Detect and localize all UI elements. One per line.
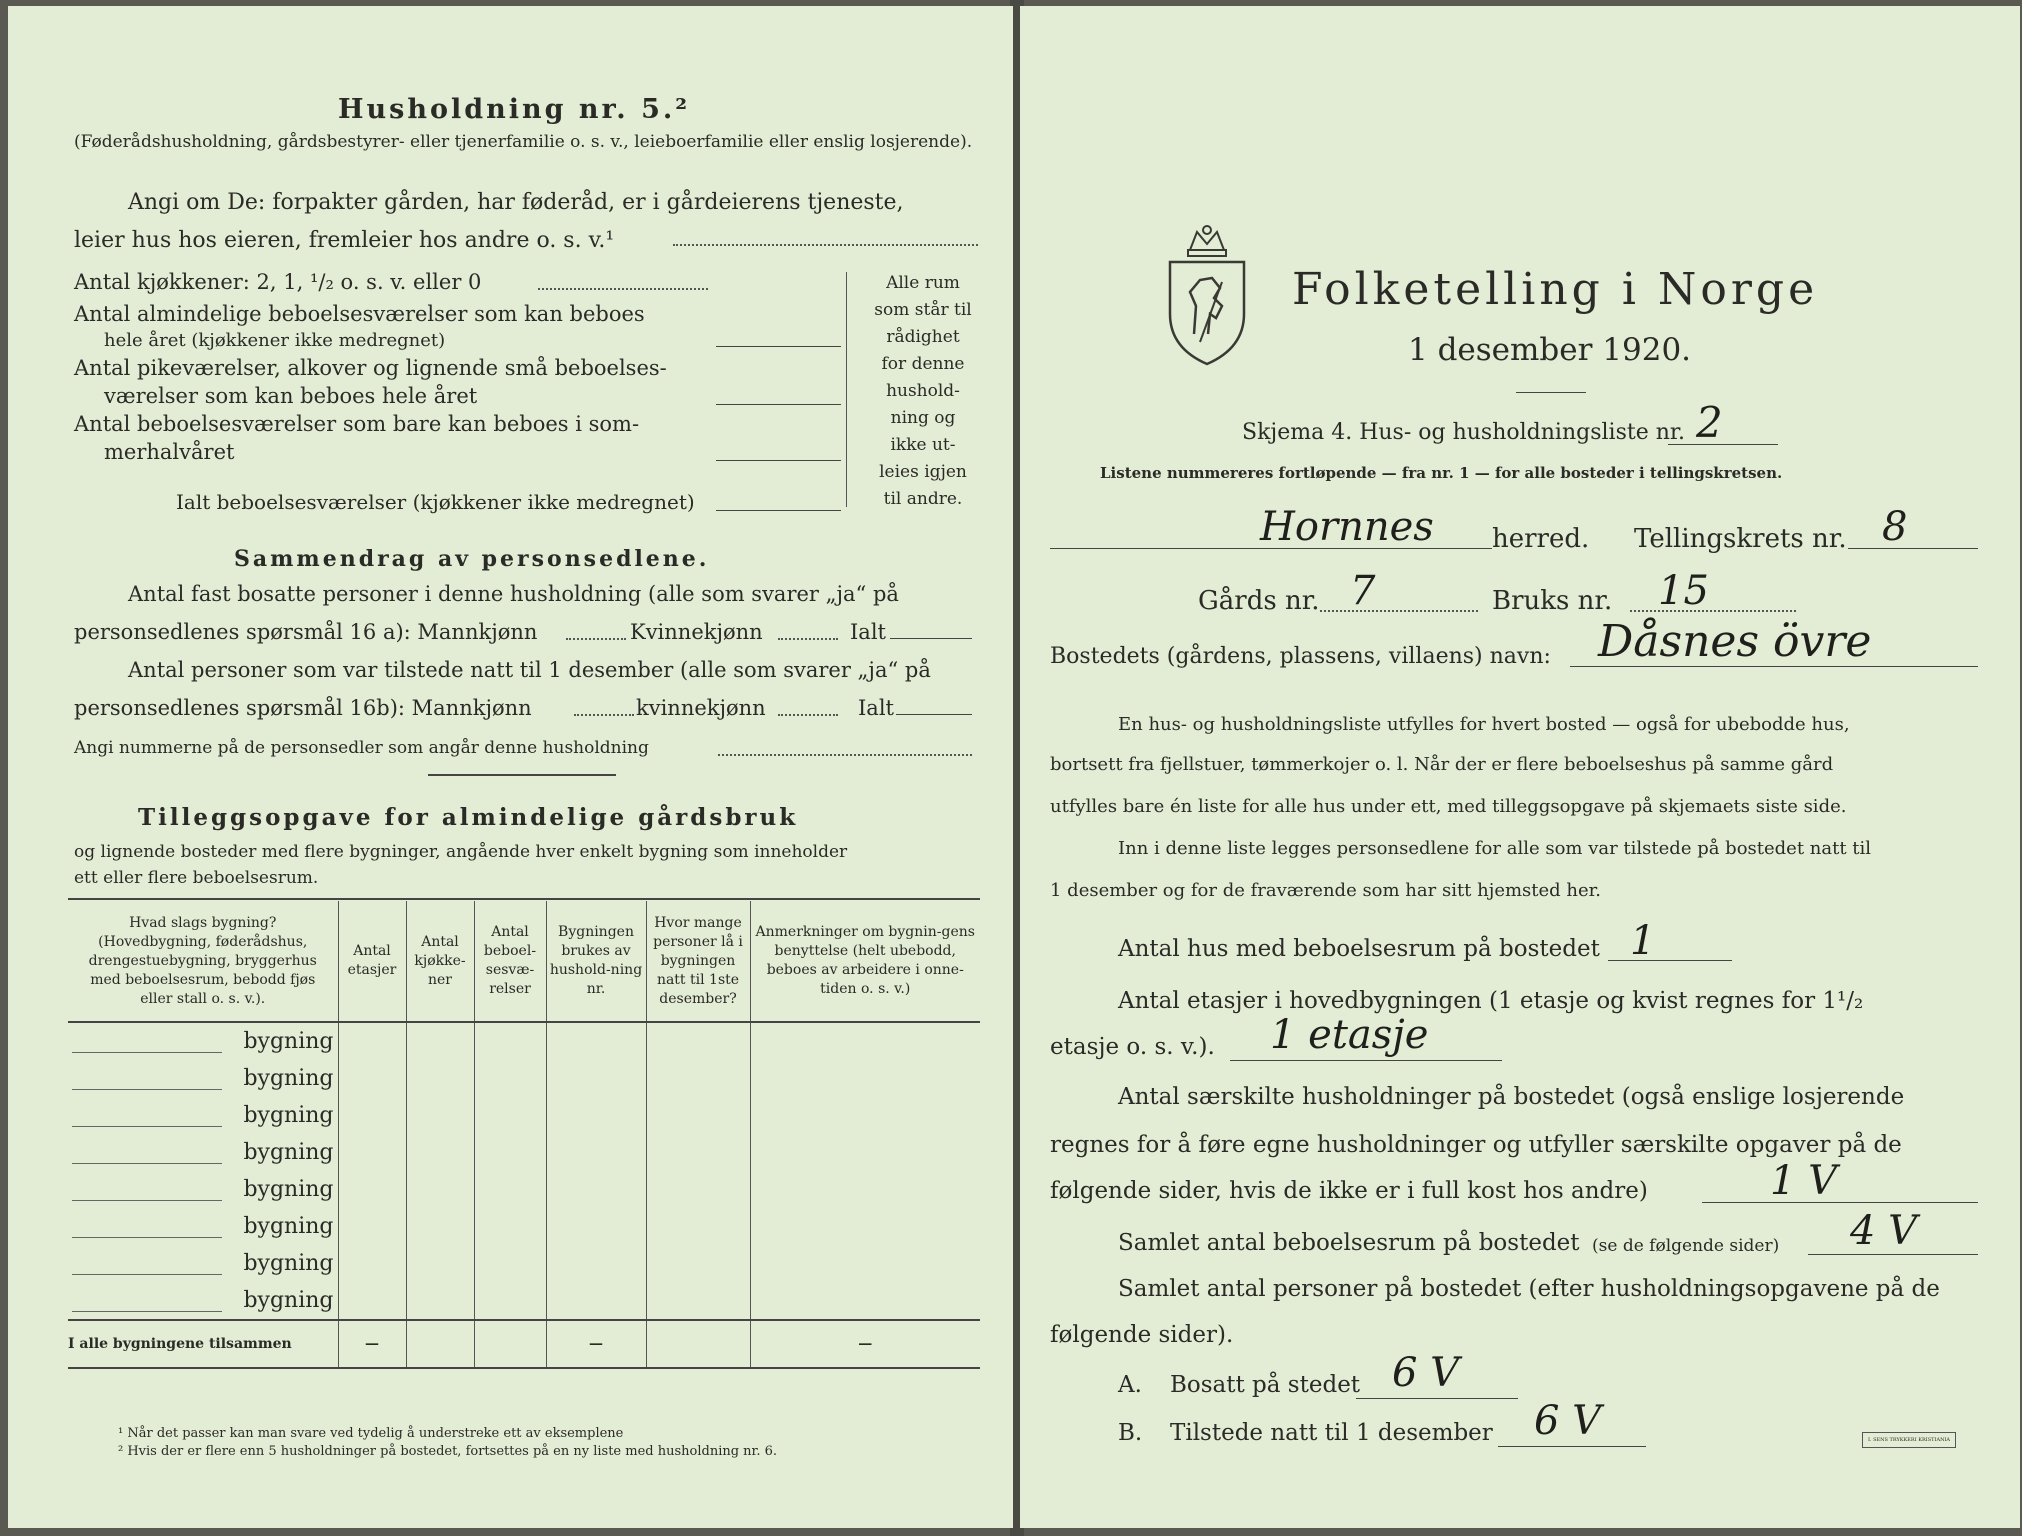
- right-page: [1020, 6, 2020, 1528]
- bruks-label: Bruks nr.: [1492, 586, 1613, 616]
- building-row-cell[interactable]: [474, 1208, 546, 1245]
- rooms-year-label-1: Antal almindelige beboelsesværelser som kan beboes: [74, 302, 645, 326]
- herred-label: herred.: [1492, 524, 1590, 554]
- building-row-cell[interactable]: [646, 1171, 750, 1208]
- building-row-cell[interactable]: [338, 1134, 406, 1171]
- total-row-label: I alle bygningene tilsammen: [68, 1320, 338, 1368]
- building-row-cell[interactable]: [338, 1097, 406, 1134]
- building-row-label[interactable]: bygning: [68, 1171, 338, 1208]
- tillegg-sub-2: ett eller flere beboelsesrum.: [74, 868, 319, 888]
- building-row-cell[interactable]: [546, 1282, 646, 1320]
- building-row-label[interactable]: bygning: [68, 1282, 338, 1320]
- instruction-5: 1 desember og for de fraværende som har sitt hjemsted her.: [1050, 880, 1601, 901]
- summer-rooms-field[interactable]: [716, 460, 841, 461]
- building-row-cell[interactable]: [646, 1060, 750, 1097]
- building-row-label[interactable]: bygning: [68, 1245, 338, 1282]
- building-row-cell[interactable]: [750, 1208, 980, 1245]
- summary-heading: Sammendrag av personsedlene.: [234, 546, 710, 572]
- building-row-cell[interactable]: [338, 1282, 406, 1320]
- q-households-line-1: Antal særskilte husholdninger på bostedet (også enslige losjerende: [1118, 1084, 1905, 1110]
- col-header-floors: Antal etasjer: [338, 901, 406, 1022]
- building-row-cell[interactable]: [750, 1171, 980, 1208]
- building-row-cell[interactable]: [474, 1097, 546, 1134]
- bosted-value: Dåsnes övre: [1598, 616, 1872, 667]
- summary-2-male-field[interactable]: [574, 714, 634, 716]
- q-floors-value: 1 etasje: [1270, 1012, 1429, 1058]
- building-row-cell[interactable]: [474, 1245, 546, 1282]
- b-text: Tilstede natt til 1 desember: [1170, 1420, 1493, 1446]
- schema-note: Listene nummereres fortløpende — fra nr. 1 — for alle bosteder i tellingskretsen.: [1100, 464, 1783, 482]
- summary-2-female-field[interactable]: [778, 714, 838, 716]
- building-row: [68, 1060, 980, 1097]
- summary-1b-mid: Kvinnekjønn: [630, 620, 763, 644]
- herred-value: Hornnes: [1260, 504, 1434, 550]
- building-row-cell[interactable]: [474, 1171, 546, 1208]
- building-row-cell[interactable]: [546, 1245, 646, 1282]
- footnote-2: ² Hvis der er flere enn 5 husholdninger på bostedet, fortsettes på en ny liste med husholdning nr. 6.: [118, 1444, 778, 1459]
- q-rooms-label: Samlet antal beboelsesrum på bostedet: [1118, 1230, 1580, 1256]
- summary-1b-end: Ialt: [850, 620, 886, 644]
- building-row-cell[interactable]: [406, 1022, 474, 1060]
- total-kitchens[interactable]: [406, 1320, 474, 1368]
- q-houses-field-line[interactable]: [1608, 960, 1732, 961]
- q-floors-line-2: etasje o. s. v.).: [1050, 1034, 1215, 1060]
- building-table: [68, 901, 980, 1369]
- building-row-label[interactable]: bygning: [68, 1208, 338, 1245]
- building-row-cell[interactable]: [406, 1208, 474, 1245]
- summer-rooms-label-2: merhalvåret: [104, 440, 235, 464]
- a-field-line[interactable]: [1356, 1398, 1518, 1399]
- summary-1-female-field[interactable]: [778, 638, 838, 640]
- building-row-cell[interactable]: [646, 1134, 750, 1171]
- a-value: 6 V: [1392, 1350, 1460, 1396]
- q-households-line-3: følgende sider, hvis de ikke er i full kost hos andre): [1050, 1178, 1648, 1204]
- angi-answer-line[interactable]: [673, 244, 978, 246]
- building-row-cell[interactable]: [646, 1245, 750, 1282]
- rooms-brace: [846, 272, 849, 507]
- table-total-row: [68, 1320, 980, 1368]
- q-floors-line-1: Antal etasjer i hovedbygningen (1 etasje og kvist regnes for 1¹/₂: [1118, 988, 1864, 1014]
- b-field-line[interactable]: [1498, 1446, 1646, 1447]
- q-houses-label: Antal hus med beboelsesrum på bostedet: [1118, 936, 1600, 962]
- main-title: Folketelling i Norge: [1292, 264, 1819, 315]
- building-row-cell[interactable]: [338, 1245, 406, 1282]
- col-header-household: Bygningen brukes av hushold-ning nr.: [546, 901, 646, 1022]
- angi-line-2: leier hus hos eieren, fremleier hos andre o. s. v.¹: [74, 228, 615, 253]
- household-title: Husholdning nr. 5.²: [338, 94, 691, 125]
- building-row-cell[interactable]: [474, 1060, 546, 1097]
- household-subtitle: (Føderådshusholdning, gårdsbestyrer- eller tjenerfamilie o. s. v., leieboerfamilie eller enslig losjerende).: [74, 132, 973, 152]
- building-row-cell[interactable]: [406, 1282, 474, 1320]
- title-rule: [1516, 392, 1586, 393]
- building-row-cell[interactable]: [646, 1097, 750, 1134]
- building-row-cell[interactable]: [646, 1022, 750, 1060]
- tillegg-heading: Tilleggsopgave for almindelige gårdsbruk: [138, 804, 799, 831]
- building-row: [68, 1282, 980, 1320]
- building-row-cell[interactable]: [338, 1171, 406, 1208]
- total-rooms-label: Ialt beboelsesværelser (kjøkkener ikke medregnet): [176, 490, 695, 514]
- census-date: 1 desember 1920.: [1408, 332, 1692, 368]
- building-row-cell[interactable]: [750, 1097, 980, 1134]
- bruks-value: 15: [1658, 568, 1709, 614]
- col-header-kitchens: Antal kjøkke-ner: [406, 901, 474, 1022]
- summary-1-male-field[interactable]: [566, 638, 626, 640]
- building-row-cell[interactable]: [338, 1208, 406, 1245]
- b-value: 6 V: [1534, 1398, 1602, 1444]
- rooms-year-label-2: hele året (kjøkkener ikke medregnet): [104, 330, 446, 351]
- building-row-cell[interactable]: [750, 1022, 980, 1060]
- instruction-1: En hus- og husholdningsliste utfylles for hvert bosted — også for ubebodde hus,: [1118, 714, 1850, 735]
- summary-3-field[interactable]: [718, 754, 972, 756]
- gards-label: Gårds nr.: [1198, 586, 1320, 616]
- building-row: [68, 1134, 980, 1171]
- q-households-line-2: regnes for å føre egne husholdninger og utfyller særskilte opgaver på de: [1050, 1132, 1902, 1158]
- building-row-cell[interactable]: [474, 1134, 546, 1171]
- divider: [428, 774, 616, 776]
- building-row-cell[interactable]: [546, 1022, 646, 1060]
- q-rooms-note: (se de følgende sider): [1592, 1236, 1780, 1256]
- total-household: —: [546, 1320, 646, 1368]
- building-row-cell[interactable]: [406, 1171, 474, 1208]
- building-row-cell[interactable]: [474, 1022, 546, 1060]
- footnote-1: ¹ Når det passer kan man svare ved tydelig å understreke ett av eksemplene: [118, 1426, 624, 1441]
- building-row-cell[interactable]: [750, 1060, 980, 1097]
- total-rooms[interactable]: [474, 1320, 546, 1368]
- q-persons-line-1: Samlet antal personer på bostedet (efter husholdningsopgavene på de: [1118, 1276, 1940, 1302]
- building-row-cell[interactable]: [474, 1282, 546, 1320]
- summary-2b-mid: kvinnekjønn: [636, 696, 766, 720]
- instruction-4: Inn i denne liste legges personsedlene for alle som var tilstede på bostedet natt til: [1118, 838, 1872, 859]
- building-row-cell[interactable]: [406, 1134, 474, 1171]
- total-remarks: —: [750, 1320, 980, 1368]
- table-header-row: [68, 901, 980, 1022]
- a-text: Bosatt på stedet: [1170, 1372, 1361, 1398]
- q-floors-field-line[interactable]: [1230, 1060, 1502, 1061]
- building-row: [68, 1245, 980, 1282]
- building-row-cell[interactable]: [750, 1134, 980, 1171]
- q-rooms-value: 4 V: [1850, 1208, 1918, 1254]
- building-row-cell[interactable]: [546, 1171, 646, 1208]
- summary-1b-prefix: personsedlenes spørsmål 16 a): Mannkjønn: [74, 620, 538, 644]
- angi-line-1: Angi om De: forpakter gården, har føderåd, er i gårdeierens tjeneste,: [128, 190, 904, 215]
- building-row-cell[interactable]: [646, 1208, 750, 1245]
- krets-field-line[interactable]: [1848, 548, 1978, 549]
- kitchens-field[interactable]: [538, 288, 708, 290]
- schema-field-line[interactable]: [1668, 444, 1778, 445]
- summary-1a: Antal fast bosatte personer i denne husholdning (alle som svarer „ja“ på: [128, 582, 899, 606]
- summary-1-total-field[interactable]: [890, 638, 972, 639]
- a-label: A.: [1118, 1372, 1142, 1398]
- building-row: [68, 1097, 980, 1134]
- summary-2b-prefix: personsedlenes spørsmål 16b): Mannkjønn: [74, 696, 532, 720]
- building-row-label[interactable]: bygning: [68, 1022, 338, 1060]
- building-row-cell[interactable]: [338, 1060, 406, 1097]
- kitchens-label: Antal kjøkkener: 2, 1, ¹/₂ o. s. v. eller 0: [74, 270, 482, 294]
- instruction-2: bortsett fra fjellstuer, tømmerkojer o. l. Når der er flere beboelseshus på samme gård: [1050, 754, 1834, 775]
- col-header-building: Hvad slags bygning? (Hovedbygning, føderådshus, drengestuebygning, bryggerhus med beboelsesrum, bebodd fjøs eller stall o. s. v.).: [68, 901, 338, 1022]
- schema-label: Skjema 4. Hus- og husholdningsliste nr.: [1242, 420, 1685, 445]
- summer-rooms-label-1: Antal beboelsesværelser som bare kan beboes i som-: [74, 412, 640, 436]
- tillegg-sub-1: og lignende bosteder med flere bygninger, angående hver enkelt bygning som inneholder: [74, 842, 848, 862]
- left-page: [8, 6, 1013, 1528]
- rooms-note: Alle rum som står til rådighet for denne hushold- ning og ikke ut- leies igjen til andre.: [874, 273, 972, 509]
- building-row: [68, 1022, 980, 1060]
- total-persons[interactable]: [646, 1320, 750, 1368]
- summary-2b-end: Ialt: [858, 696, 894, 720]
- summary-2-total-field[interactable]: [896, 714, 972, 715]
- building-row-cell[interactable]: [546, 1134, 646, 1171]
- q-households-field-line[interactable]: [1702, 1202, 1978, 1203]
- building-row-cell[interactable]: [546, 1208, 646, 1245]
- building-row-label[interactable]: bygning: [68, 1134, 338, 1171]
- building-row-label[interactable]: bygning: [68, 1097, 338, 1134]
- building-row-cell[interactable]: [646, 1282, 750, 1320]
- building-row-cell[interactable]: [406, 1060, 474, 1097]
- building-row-label[interactable]: bygning: [68, 1060, 338, 1097]
- building-row-cell[interactable]: [750, 1245, 980, 1282]
- krets-value: 8: [1882, 504, 1908, 550]
- gards-value: 7: [1350, 568, 1376, 614]
- col-header-persons: Hvor mange personer lå i bygningen natt til 1ste desember?: [646, 901, 750, 1022]
- krets-label: Tellingskrets nr.: [1634, 524, 1847, 554]
- col-header-remarks: Anmerkninger om bygnin-gens benyttelse (helt ubebodd, beboes av arbeidere i onne-tiden o. s. v.): [750, 901, 980, 1022]
- total-floors: —: [338, 1320, 406, 1368]
- building-row-cell[interactable]: [406, 1097, 474, 1134]
- small-rooms-field[interactable]: [716, 404, 841, 405]
- table-top-rule: [68, 898, 980, 900]
- b-label: B.: [1118, 1420, 1143, 1446]
- building-row: [68, 1171, 980, 1208]
- small-rooms-label-2: værelser som kan beboes hele året: [104, 384, 478, 408]
- summary-2a: Antal personer som var tilstede natt til 1 desember (alle som svarer „ja“ på: [128, 658, 931, 682]
- total-rooms-field[interactable]: [716, 510, 841, 511]
- building-row: [68, 1208, 980, 1245]
- building-row-cell[interactable]: [406, 1245, 474, 1282]
- col-header-rooms: Antal beboel-sesvæ-relser: [474, 901, 546, 1022]
- q-households-value: 1 V: [1770, 1158, 1838, 1204]
- building-row-cell[interactable]: [750, 1282, 980, 1320]
- q-houses-value: 1: [1630, 918, 1656, 964]
- small-rooms-label-1: Antal pikeværelser, alkover og lignende små beboelses-: [74, 356, 667, 380]
- norwegian-coat-of-arms-icon: [1164, 222, 1250, 368]
- bruks-field-line[interactable]: [1630, 610, 1796, 612]
- building-row-cell[interactable]: [546, 1060, 646, 1097]
- summary-3: Angi nummerne på de personsedler som angår denne husholdning: [74, 738, 649, 758]
- bosted-label: Bostedets (gårdens, plassens, villaens) navn:: [1050, 644, 1551, 669]
- q-rooms-field-line[interactable]: [1808, 1254, 1978, 1255]
- rooms-year-field[interactable]: [716, 346, 841, 347]
- building-row-cell[interactable]: [338, 1022, 406, 1060]
- building-row-cell[interactable]: [546, 1097, 646, 1134]
- instruction-3: utfylles bare én liste for alle hus under ett, med tilleggsopgave på skjemaets siste side.: [1050, 796, 1847, 817]
- gards-field-line[interactable]: [1320, 610, 1478, 612]
- printer-stamp: I. SENS TRYKKERI KRISTIANIA: [1862, 1432, 1956, 1448]
- schema-number: 2: [1696, 398, 1723, 447]
- q-persons-line-2: følgende sider).: [1050, 1322, 1234, 1348]
